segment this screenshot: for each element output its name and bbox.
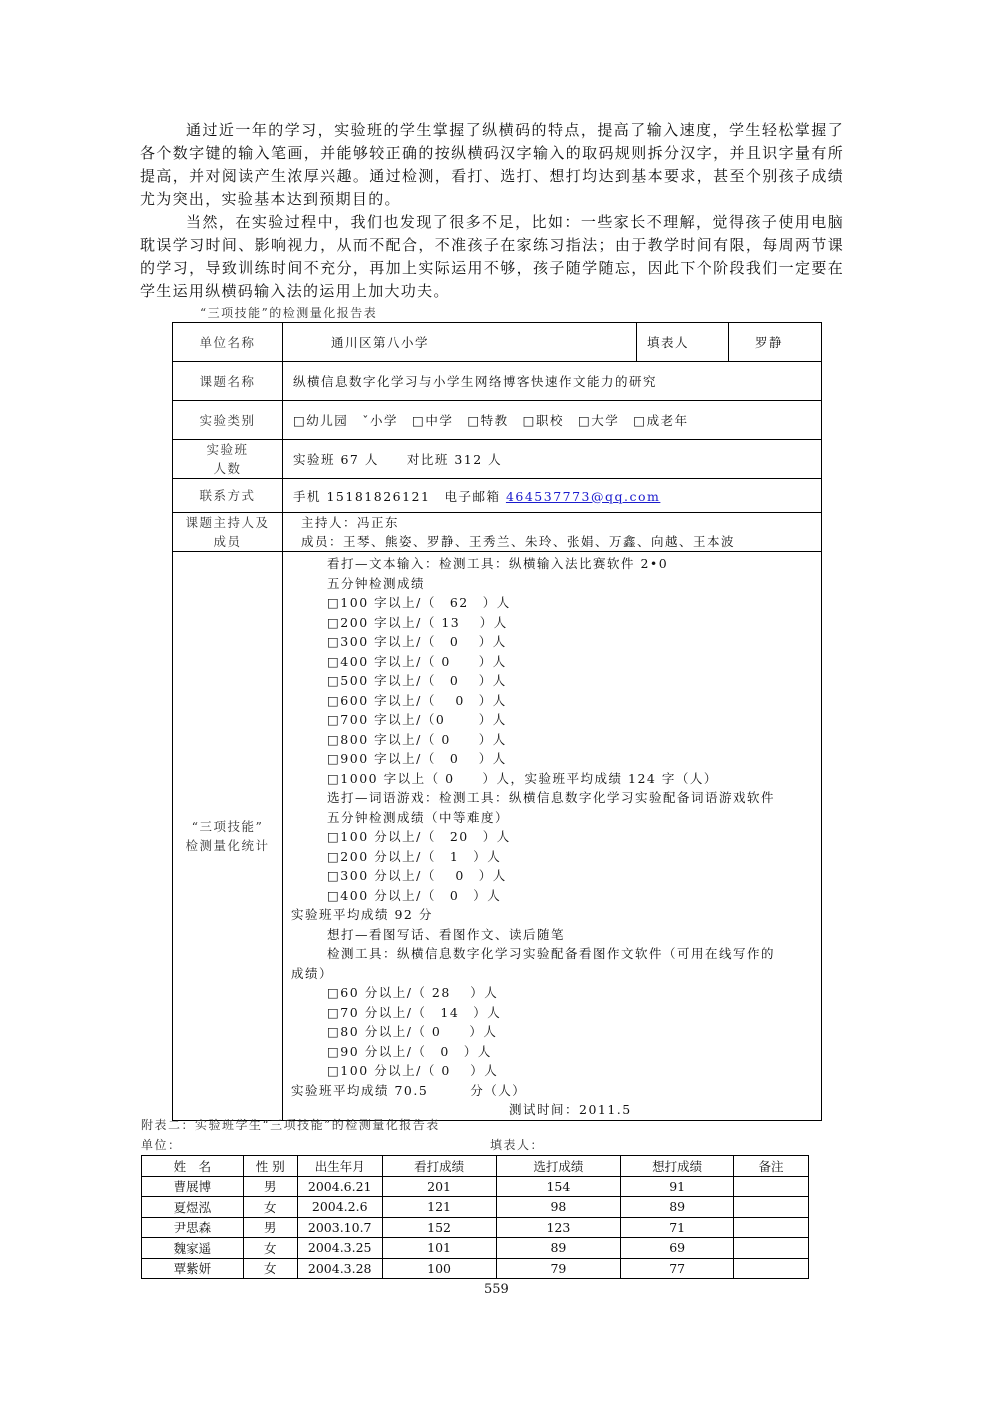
column-header: 选打成绩 bbox=[496, 1156, 621, 1177]
unit-label: 单位名称 bbox=[173, 323, 283, 362]
stats-line: □900 字以上/（ 0 ）人 bbox=[327, 751, 507, 766]
table-cell bbox=[734, 1176, 809, 1197]
grades-table bbox=[141, 1155, 809, 1279]
stats-line: □200 字以上/（ 13 ）人 bbox=[327, 614, 508, 630]
stats-line: □90 分以上/（ 0 ）人 bbox=[327, 1043, 492, 1059]
paragraph-shortcomings: 当然，在实验过程中，我们也发现了很多不足，比如：一些家长不理解，觉得孩子使用电脑耽误学习时间、影响视力，从而不配合，不准孩子在家练习指法；由于教学时间有限，每周两节课的学习，导致训练时间不充分，再加上实际运用不够，孩子随学随忘，因此下个阶段我们一定要在学生运用纵横码输入法的运用上加大功夫。 bbox=[140, 213, 844, 300]
stats-line: 测试时间：2011.5 bbox=[509, 1102, 632, 1117]
category-label: 实验类别 bbox=[173, 401, 283, 440]
column-header: 看打成绩 bbox=[382, 1156, 496, 1177]
stats-line: □400 分以上/（ 0 ）人 bbox=[327, 887, 502, 903]
table-cell: 201 bbox=[382, 1176, 496, 1197]
table-cell: 夏煜泓 bbox=[142, 1197, 244, 1218]
count-label-line: 实验班 bbox=[206, 442, 249, 457]
table-cell: 123 bbox=[496, 1217, 621, 1238]
stats-line: 检测工具：纵横信息数字化学习实验配备看图作文软件（可用在线写作的 bbox=[327, 946, 776, 961]
table-cell: 男 bbox=[243, 1217, 297, 1238]
table-cell: 女 bbox=[243, 1258, 297, 1279]
host: 主持人：冯正东 bbox=[301, 515, 400, 530]
table-cell bbox=[734, 1217, 809, 1238]
table-cell: 121 bbox=[382, 1197, 496, 1218]
column-header: 性 别 bbox=[243, 1156, 297, 1177]
table-row bbox=[142, 1238, 809, 1259]
stats-line: □80 分以上/（ 0 ）人 bbox=[327, 1024, 498, 1039]
table-cell: 尹思森 bbox=[142, 1217, 244, 1238]
table-cell: 2004.2.6 bbox=[297, 1197, 382, 1218]
table-cell: 89 bbox=[621, 1197, 734, 1218]
stats-label-line: 检测量化统计 bbox=[185, 837, 270, 853]
table-cell: 2003.10.7 bbox=[297, 1217, 382, 1238]
report-caption: “三项技能”的检测量化报告表 bbox=[200, 306, 378, 320]
count-label bbox=[173, 440, 283, 479]
count-label-line: 人数 bbox=[213, 461, 242, 476]
appendix-unit: 单位： bbox=[141, 1138, 182, 1152]
table-row bbox=[142, 1258, 809, 1279]
table-cell: 71 bbox=[621, 1217, 734, 1238]
members-value bbox=[283, 513, 822, 552]
stats-line: □500 字以上/（ 0 ）人 bbox=[327, 673, 507, 688]
stats-line: 选打—词语游戏：检测工具：纵横信息数字化学习实验配备词语游戏软件 bbox=[327, 790, 776, 805]
table-cell bbox=[734, 1238, 809, 1259]
stats-line: □700 字以上/（0 ）人 bbox=[327, 712, 507, 727]
table-row bbox=[142, 1217, 809, 1238]
table-cell: 69 bbox=[621, 1238, 734, 1259]
count-value: 实验班 67 人 对比班 312 人 bbox=[283, 440, 822, 479]
table-row bbox=[142, 1176, 809, 1197]
table-cell: 91 bbox=[621, 1176, 734, 1197]
table-cell: 女 bbox=[243, 1197, 297, 1218]
stats-line: □1000 字以上（ 0 ）人，实验班平均成绩 124 字（人） bbox=[327, 770, 718, 786]
topic-label: 课题名称 bbox=[173, 362, 283, 401]
stats-label bbox=[173, 552, 283, 1121]
stats-line: 五分钟检测成绩 bbox=[327, 575, 426, 591]
table-cell: 覃紫妍 bbox=[142, 1258, 244, 1279]
stats-line: □300 分以上/（ 0 ）人 bbox=[327, 868, 507, 883]
column-header: 想打成绩 bbox=[621, 1156, 734, 1177]
members: 成员：王琴、熊姿、罗静、王秀兰、朱玲、张娟、万鑫、向越、王本波 bbox=[301, 534, 736, 549]
stats-line: 看打—文本输入：检测工具：纵横输入法比赛软件 2•0 bbox=[327, 556, 669, 571]
column-header: 备注 bbox=[734, 1156, 809, 1177]
topic-value: 纵横信息数字化学习与小学生网络博客快速作文能力的研究 bbox=[283, 362, 822, 401]
table-cell bbox=[734, 1258, 809, 1279]
table-row bbox=[142, 1197, 809, 1218]
stats-line: □400 字以上/（ 0 ）人 bbox=[327, 653, 507, 669]
table-cell: 79 bbox=[496, 1258, 621, 1279]
stats-line: □300 字以上/（ 0 ）人 bbox=[327, 634, 507, 649]
column-header: 出生年月 bbox=[297, 1156, 382, 1177]
stats-line: □600 字以上/（ 0 ）人 bbox=[327, 692, 507, 708]
table-cell: 154 bbox=[496, 1176, 621, 1197]
table-cell bbox=[734, 1197, 809, 1218]
contact-phone: 手机 15181826121 电子邮箱 bbox=[293, 488, 506, 504]
report-table bbox=[172, 322, 822, 1121]
table-cell: 77 bbox=[621, 1258, 734, 1279]
stats-line: 实验班平均成绩 92 分 bbox=[291, 907, 433, 922]
appendix-filler: 填表人： bbox=[490, 1138, 545, 1152]
stats-line: □60 分以上/（ 28 ）人 bbox=[327, 985, 499, 1000]
filler-value: 罗静 bbox=[729, 323, 822, 362]
table-cell: 2004.3.25 bbox=[297, 1238, 382, 1259]
table-cell: 89 bbox=[496, 1238, 621, 1259]
table-cell: 98 bbox=[496, 1197, 621, 1218]
page-number: 559 bbox=[484, 1282, 509, 1297]
appendix-caption: 附表二：实验班学生“三项技能”的检测量化报告表 bbox=[141, 1118, 440, 1132]
table-cell: 魏家遥 bbox=[142, 1238, 244, 1259]
members-label bbox=[173, 513, 283, 552]
table-cell: 曹展博 bbox=[142, 1176, 244, 1197]
stats-line: □70 分以上/（ 14 ）人 bbox=[327, 1004, 502, 1020]
table-cell: 男 bbox=[243, 1176, 297, 1197]
stats-line: 五分钟检测成绩（中等难度） bbox=[327, 809, 510, 825]
table-cell: 2004.6.21 bbox=[297, 1176, 382, 1197]
stats-line: 想打—看图写话、看图作文、读后随笔 bbox=[327, 926, 566, 942]
stats-line: □800 字以上/（ 0 ）人 bbox=[327, 731, 507, 747]
header-row bbox=[142, 1156, 809, 1177]
stats-line: □100 字以上/（ 62 ）人 bbox=[327, 595, 511, 610]
email-link[interactable]: 464537773@qq.com bbox=[505, 488, 661, 504]
table-cell: 101 bbox=[382, 1238, 496, 1259]
stats-content bbox=[283, 552, 822, 1121]
stats-label-line: “三项技能” bbox=[191, 818, 264, 834]
table-cell: 女 bbox=[243, 1238, 297, 1259]
members-label-line: 成员 bbox=[213, 534, 242, 549]
stats-line: □100 分以上/（ 20 ）人 bbox=[327, 829, 511, 844]
filler-label: 填表人 bbox=[637, 323, 729, 362]
paragraph-summary: 通过近一年的学习，实验班的学生掌握了纵横码的特点，提高了输入速度，学生轻松掌握了各个数字键的输入笔画，并能够较正确的按纵横码汉字输入的取码规则拆分汉字，并且识字量有所提高，并对阅读产生浓厚兴趣。通过检测，看打、选打、想打均达到基本要求，甚至个别孩子成绩尤为突出，实验基本达到预期目的。 bbox=[140, 121, 844, 208]
column-header: 姓 名 bbox=[142, 1156, 244, 1177]
table-cell: 152 bbox=[382, 1217, 496, 1238]
contact-value bbox=[283, 479, 822, 513]
stats-line: □100 分以上/（ 0 ）人 bbox=[327, 1063, 499, 1078]
stats-line: 成绩） bbox=[291, 965, 334, 981]
contact-label: 联系方式 bbox=[173, 479, 283, 513]
table-cell: 2004.3.28 bbox=[297, 1258, 382, 1279]
members-label-line: 课题主持人及 bbox=[185, 515, 270, 530]
unit-value: 通川区第八小学 bbox=[283, 323, 637, 362]
table-cell: 100 bbox=[382, 1258, 496, 1279]
category-value: □幼儿园 ˇ小学 □中学 □特教 □职校 □大学 □成老年 bbox=[283, 401, 822, 440]
stats-line: □200 分以上/（ 1 ）人 bbox=[327, 848, 502, 864]
stats-line: 实验班平均成绩 70.5 分（人） bbox=[291, 1082, 527, 1098]
